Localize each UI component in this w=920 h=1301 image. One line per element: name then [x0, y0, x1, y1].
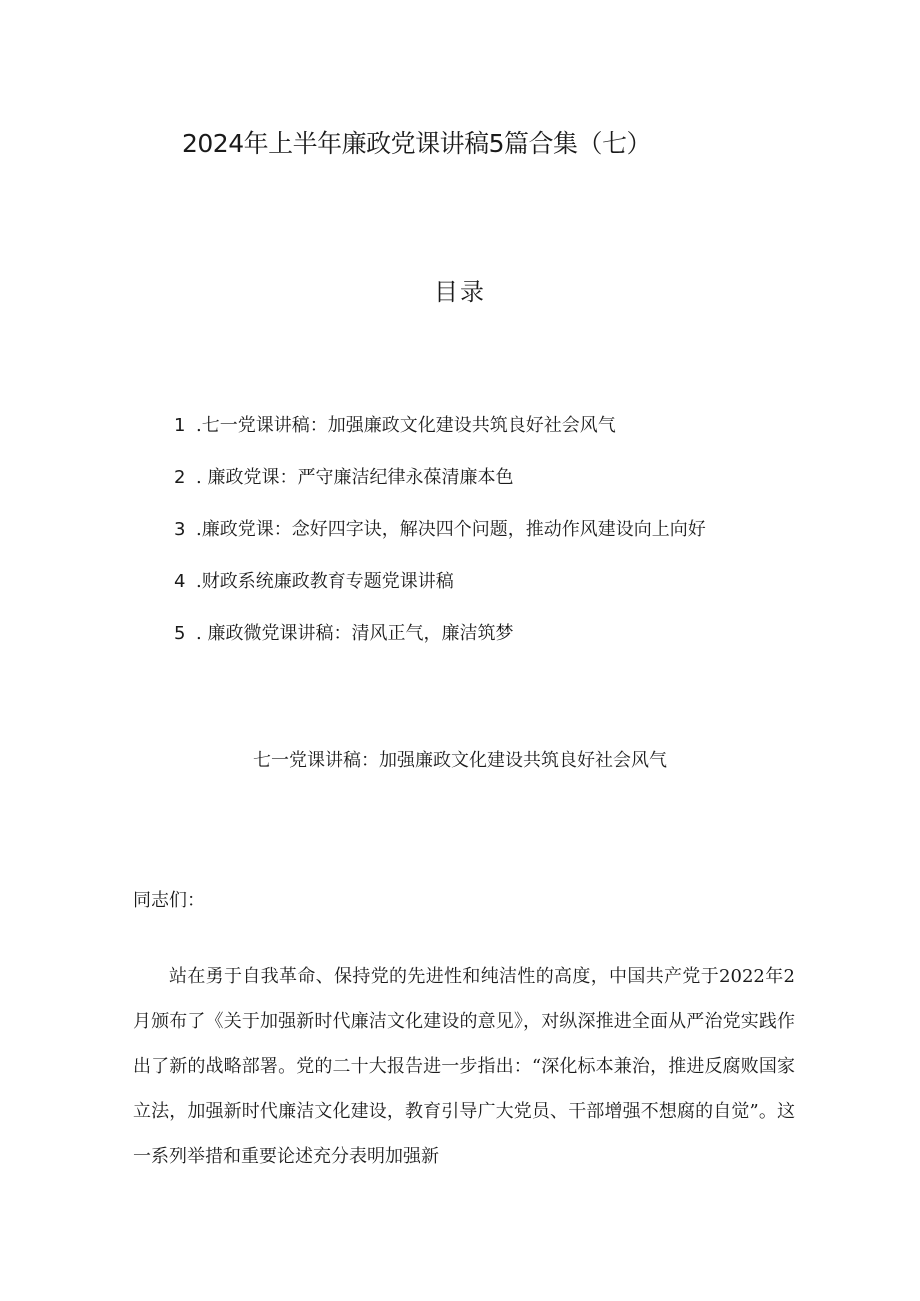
- toc-item-number: 1: [174, 415, 186, 436]
- toc-item-3: [174, 516, 706, 568]
- toc-item-1: [174, 412, 706, 464]
- toc-item-number: 5: [174, 623, 186, 644]
- toc-item-text: .廉政党课：念好四字诀，解决四个问题，推动作风建设向上向好: [196, 519, 706, 540]
- toc-heading: 目录: [434, 278, 486, 306]
- toc-item-text: .财政系统廉政教育专题党课讲稿: [196, 571, 454, 592]
- toc-item-text: . 廉政党课：严守廉洁纪律永葆清廉本色: [196, 467, 514, 488]
- body-paragraph: 站在勇于自我革命、保持党的先进性和纯洁性的高度，中国共产党于2022年2月颁布了《关于加强新时代廉洁文化建设的意见》，对纵深推进全面从严治党实践作出了新的战略部署。党的二十大报告进一步指出：“深化标本兼治，推进反腐败国家立法，加强新时代廉洁文化建设，教育引导广大党员、干部增强不想腐的自觉”。这一系列举措和重要论述充分表明加强新: [133, 966, 795, 1167]
- document-title: 2024年上半年廉政党课讲稿5篇合集（七）: [182, 129, 652, 158]
- toc-item-number: 3: [174, 519, 186, 540]
- salutation: 同志们：: [133, 890, 205, 911]
- toc-item-2: [174, 464, 706, 516]
- toc-item-5: [174, 620, 706, 672]
- section-title: 七一党课讲稿：加强廉政文化建设共筑良好社会风气: [253, 750, 667, 771]
- table-of-contents: [174, 412, 706, 672]
- toc-item-text: .七一党课讲稿：加强廉政文化建设共筑良好社会风气: [196, 415, 616, 436]
- toc-item-number: 2: [174, 467, 186, 488]
- toc-item-text: . 廉政微党课讲稿：清风正气，廉洁筑梦: [196, 623, 514, 644]
- toc-item-4: [174, 568, 706, 620]
- toc-item-number: 4: [174, 571, 186, 592]
